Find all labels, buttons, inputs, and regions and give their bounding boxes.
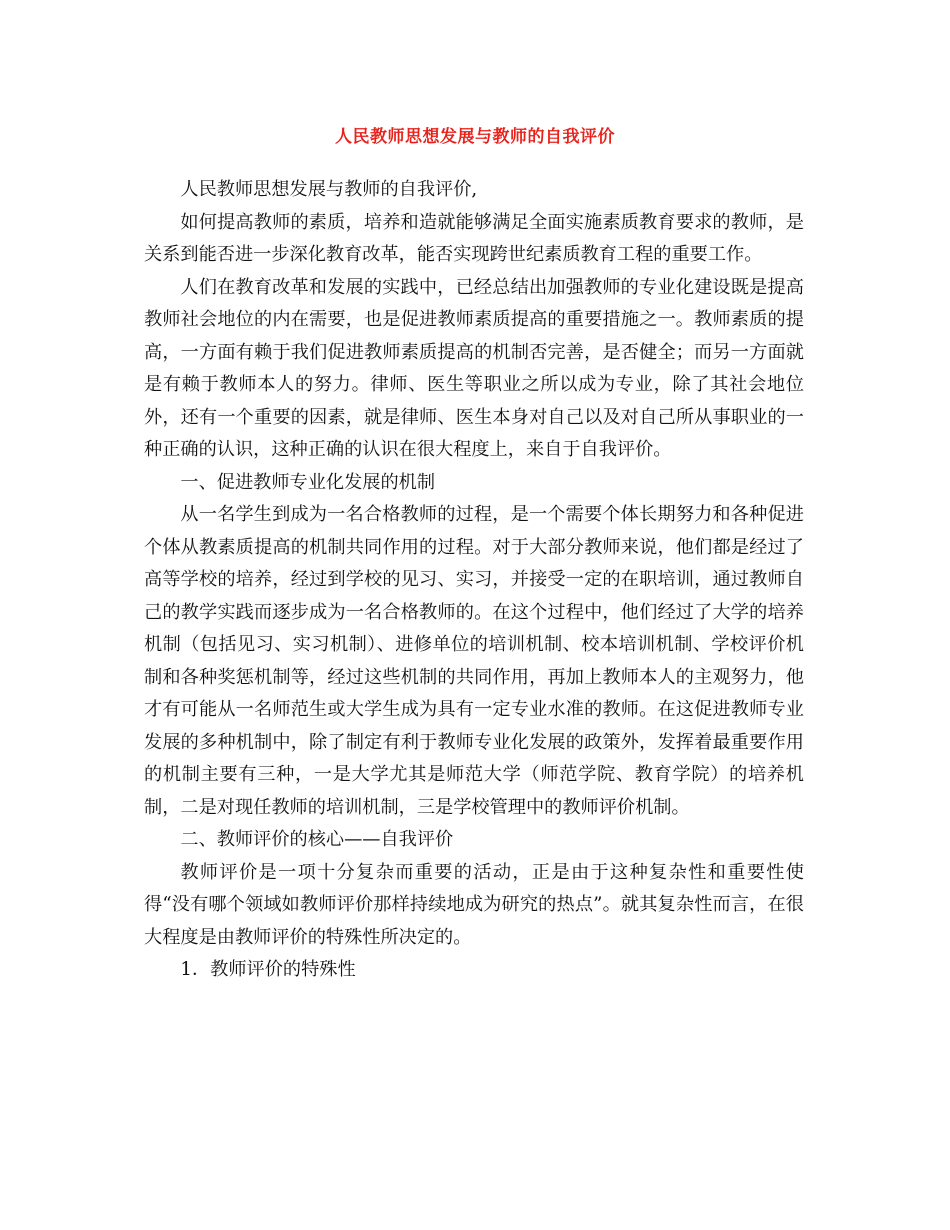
document-title: 人民教师思想发展与教师的自我评价: [335, 127, 615, 147]
section-heading-2: 二、教师评价的核心——自我评价: [180, 829, 454, 850]
paragraph-intro: 人民教师思想发展与教师的自我评价,: [180, 179, 478, 200]
paragraph-evaluation: 教师评价是一项十分复杂而重要的活动，正是由于这种复杂性和重要性使得“没有哪个领域如教师评价那样持续地成为研究的热点”。就其复杂性而言，在很大程度是由教师评价的特殊性所决定的。: [144, 861, 804, 948]
paragraph-practice: 人们在教育改革和发展的实践中，已经总结出加强教师的专业化建设既是提高教师社会地位的内在需要，也是促进教师素质提高的重要措施之一。教师素质的提高，一方面有赖于我们促进教师素质提高的机制否完善，是否健全；而另一方面就是有赖于教师本人的努力。律师、医生等职业之所以成为专业，除了其社会地位外，还有一个重要的因素，就是律师、医生本身对自己以及对自己所从事职业的一种正确的认识，这种正确的认识在很大程度上，来自于自我评价。: [144, 276, 804, 460]
subsection-heading-1: 1．教师评价的特殊性: [180, 959, 356, 980]
paragraph-mechanism: 从一名学生到成为一名合格教师的过程，是一个需要个体长期努力和各种促进个体从教素质提高的机制共同作用的过程。对于大部分教师来说，他们都是经过了高等学校的培养，经过到学校的见习、实习，并接受一定的在职培训，通过教师自己的教学实践而逐步成为一名合格教师的。在这个过程中，他们经过了大学的培养机制（包括见习、实习机制）、进修单位的培训机制、校本培训机制、学校评价机制和各种奖惩机制等，经过这些机制的共同作用，再加上教师本人的主观努力，他才有可能从一名师范生或大学生成为具有一定专业水准的教师。在这促进教师专业发展的多种机制中，除了制定有利于教师专业化发展的政策外，发挥着最重要作用的机制主要有三种，一是大学尤其是师范大学（师范学院、教育学院）的培养机制，二是对现任教师的培训机制，三是学校管理中的教师评价机制。: [144, 504, 804, 818]
paragraph-question: 如何提高教师的素质，培养和造就能够满足全面实施素质教育要求的教师，是关系到能否进一步深化教育改革，能否实现跨世纪素质教育工程的重要工作。: [144, 211, 804, 265]
section-heading-1: 一、促进教师专业化发展的机制: [180, 471, 436, 493]
document-body: [144, 174, 804, 987]
